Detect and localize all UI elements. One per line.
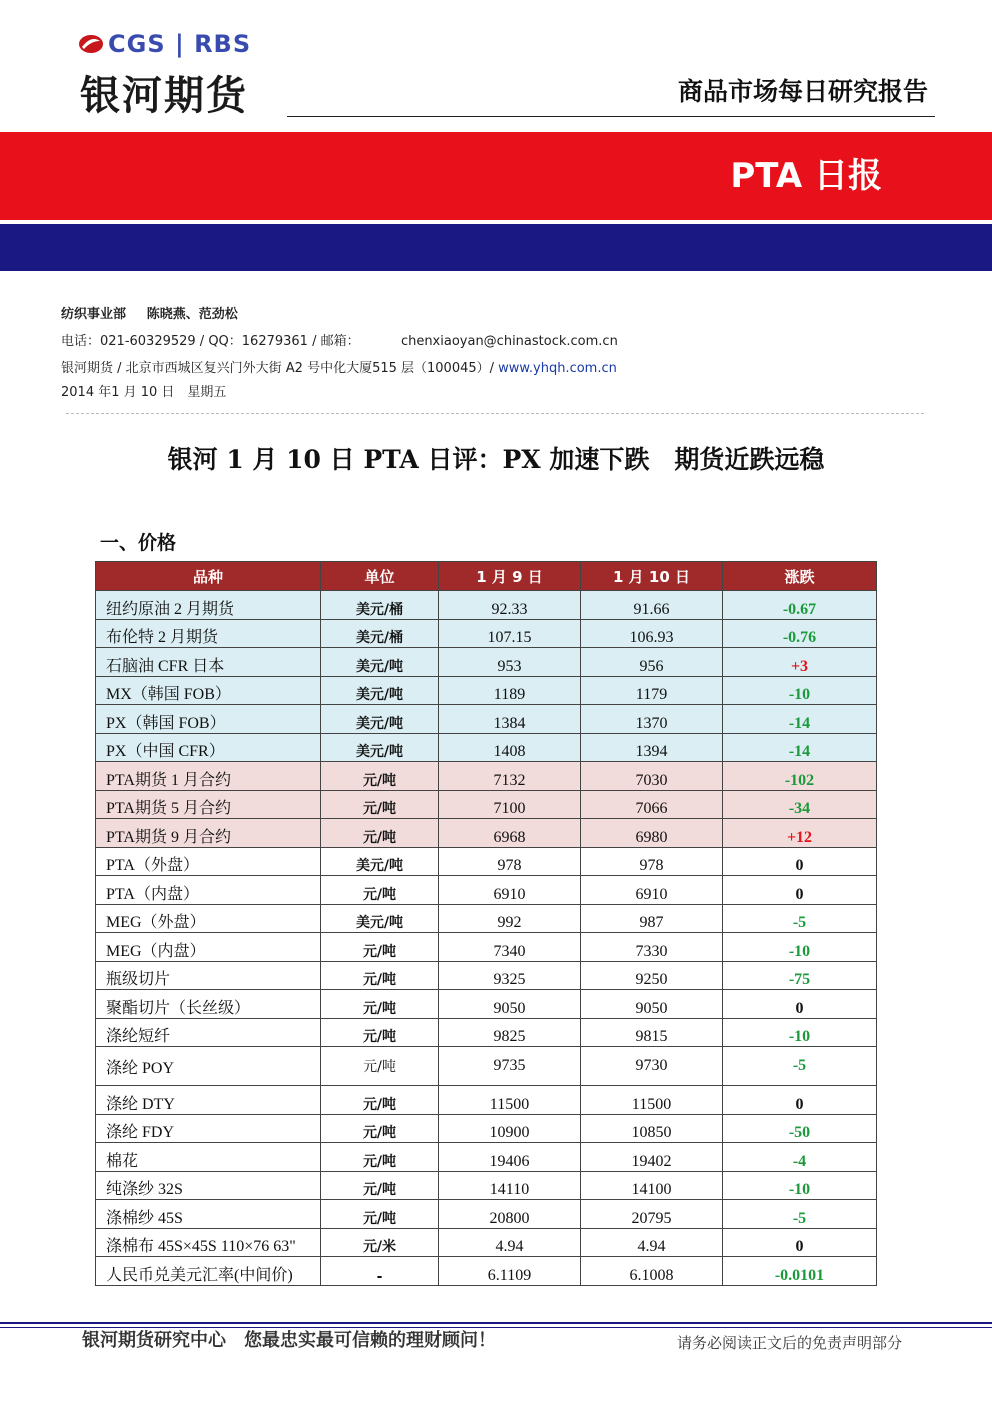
row-jan10-price: 7030 (581, 762, 723, 791)
row-jan9-price: 20800 (439, 1200, 581, 1229)
row-unit: 元/吨 (321, 1171, 439, 1200)
row-change: +3 (723, 648, 877, 677)
row-product: PX（中国 CFR） (96, 733, 321, 762)
row-change: 0 (723, 990, 877, 1019)
row-jan10-price: 1179 (581, 676, 723, 705)
table-row (96, 733, 877, 762)
row-product: PTA（外盘） (96, 847, 321, 876)
email-link[interactable]: chenxiaoyan@chinastock.com.cn (400, 334, 618, 349)
row-unit: 元/吨 (321, 1018, 439, 1047)
row-jan9-price: 10900 (439, 1114, 581, 1143)
row-product: 纽约原油 2 月期货 (96, 591, 321, 620)
table-row (96, 933, 877, 962)
row-change: -4 (723, 1143, 877, 1172)
row-change: -10 (723, 1018, 877, 1047)
row-jan10-price: 9815 (581, 1018, 723, 1047)
row-jan9-price: 992 (439, 904, 581, 933)
row-jan9-price: 9825 (439, 1018, 581, 1047)
header-change: 涨跌 (723, 562, 877, 591)
row-change: -10 (723, 1171, 877, 1200)
row-unit: 元/吨 (321, 933, 439, 962)
row-change: 0 (723, 1086, 877, 1115)
header-unit: 单位 (321, 562, 439, 591)
brand-logo (78, 30, 251, 58)
table-row (96, 619, 877, 648)
row-change: 0 (723, 847, 877, 876)
row-jan10-price: 91.66 (581, 591, 723, 620)
header-divider (287, 116, 935, 117)
header-jan9: 1 月 9 日 (439, 562, 581, 591)
table-row (96, 705, 877, 734)
row-unit: 美元/桶 (321, 591, 439, 620)
table-row (96, 591, 877, 620)
row-jan9-price: 953 (439, 648, 581, 677)
row-jan9-price: 6968 (439, 819, 581, 848)
row-jan10-price: 978 (581, 847, 723, 876)
row-unit: 元/吨 (321, 1086, 439, 1115)
row-jan9-price: 6.1109 (439, 1257, 581, 1286)
row-jan10-price: 9250 (581, 961, 723, 990)
row-jan9-price: 1189 (439, 676, 581, 705)
table-row (96, 1228, 877, 1257)
row-jan9-price: 9325 (439, 961, 581, 990)
logo-chinese-name: 银河期货 (80, 73, 248, 119)
row-unit: 元/吨 (321, 762, 439, 791)
row-jan9-price: 9735 (439, 1047, 581, 1086)
price-table (95, 561, 877, 1286)
table-row (96, 1018, 877, 1047)
author-line (61, 303, 238, 322)
row-product: 涤棉布 45S×45S 110×76 63" (96, 1228, 321, 1257)
row-change: -102 (723, 762, 877, 791)
row-jan9-price: 7132 (439, 762, 581, 791)
row-jan10-price: 19402 (581, 1143, 723, 1172)
report-date: 2014 年1 月 10 日 星期五 (61, 385, 227, 400)
row-change: 0 (723, 1228, 877, 1257)
row-change: -0.76 (723, 619, 877, 648)
row-change: -5 (723, 904, 877, 933)
row-product: PTA期货 5 月合约 (96, 790, 321, 819)
row-jan10-price: 9050 (581, 990, 723, 1019)
row-product: 石脑油 CFR 日本 (96, 648, 321, 677)
row-unit: 元/吨 (321, 1047, 439, 1086)
row-unit: 元/吨 (321, 1143, 439, 1172)
row-jan10-price: 987 (581, 904, 723, 933)
row-product: 涤棉纱 45S (96, 1200, 321, 1229)
row-jan9-price: 1384 (439, 705, 581, 734)
contact-info: 电话：021-60329529 / QQ：16279361 / 邮箱： (61, 334, 360, 349)
row-unit: 元/吨 (321, 790, 439, 819)
banner-title: PTA 日报 (730, 156, 882, 196)
row-jan10-price: 11500 (581, 1086, 723, 1115)
row-product: MEG（内盘） (96, 933, 321, 962)
row-jan10-price: 14100 (581, 1171, 723, 1200)
row-product: 棉花 (96, 1143, 321, 1172)
row-jan10-price: 9730 (581, 1047, 723, 1086)
header-jan10: 1 月 10 日 (581, 562, 723, 591)
footer-divider (0, 1322, 992, 1324)
row-product: PTA期货 1 月合约 (96, 762, 321, 791)
row-unit: 美元/吨 (321, 705, 439, 734)
footer-disclaimer: 请务必阅读正文后的免责声明部分 (676, 1334, 902, 1352)
row-jan9-price: 19406 (439, 1143, 581, 1172)
blue-banner (0, 224, 992, 271)
table-row (96, 1086, 877, 1115)
row-jan10-price: 1394 (581, 733, 723, 762)
row-product: 涤纶 POY (96, 1047, 321, 1086)
table-row (96, 1171, 877, 1200)
website-link[interactable]: www.yhqh.com.cn (498, 361, 617, 376)
row-product: 涤纶 FDY (96, 1114, 321, 1143)
table-row (96, 1200, 877, 1229)
table-row (96, 904, 877, 933)
table-row (96, 1257, 877, 1286)
row-unit: 元/吨 (321, 990, 439, 1019)
table-header-row (96, 562, 877, 591)
row-unit: 元/吨 (321, 819, 439, 848)
row-change: 0 (723, 876, 877, 905)
main-heading: 银河 1 月 10 日 PTA 日评：PX 加速下跌 期货近跌远稳 (167, 445, 825, 474)
table-row (96, 676, 877, 705)
row-product: PTA期货 9 月合约 (96, 819, 321, 848)
row-jan10-price: 6910 (581, 876, 723, 905)
section-heading: 一、价格 (100, 532, 177, 554)
row-jan9-price: 6910 (439, 876, 581, 905)
report-type-title: 商品市场每日研究报告 (677, 77, 928, 106)
row-product: 瓶级切片 (96, 961, 321, 990)
row-jan10-price: 7066 (581, 790, 723, 819)
row-jan9-price: 11500 (439, 1086, 581, 1115)
row-unit: 元/吨 (321, 1200, 439, 1229)
logo-brand-text: CGS | RBS (108, 30, 252, 58)
row-product: 涤纶短纤 (96, 1018, 321, 1047)
row-product: 聚酯切片（长丝级） (96, 990, 321, 1019)
row-jan9-price: 14110 (439, 1171, 581, 1200)
table-row (96, 876, 877, 905)
row-unit: 元/吨 (321, 961, 439, 990)
table-row (96, 762, 877, 791)
row-jan10-price: 956 (581, 648, 723, 677)
row-change: -10 (723, 933, 877, 962)
row-jan10-price: 10850 (581, 1114, 723, 1143)
table-row (96, 790, 877, 819)
table-row (96, 1143, 877, 1172)
row-product: PTA（内盘） (96, 876, 321, 905)
table-row (96, 1114, 877, 1143)
author-names: 陈晓燕、范劲松 (146, 307, 238, 322)
row-change: -14 (723, 733, 877, 762)
row-jan9-price: 107.15 (439, 619, 581, 648)
row-jan9-price: 7340 (439, 933, 581, 962)
cgs-logo-icon (78, 33, 104, 55)
row-unit: 美元/吨 (321, 847, 439, 876)
row-unit: 美元/吨 (321, 676, 439, 705)
row-change: -0.67 (723, 591, 877, 620)
row-jan9-price: 978 (439, 847, 581, 876)
contact-line (61, 330, 618, 349)
row-change: -34 (723, 790, 877, 819)
footer-slogan: 银河期货研究中心 您最忠实最可信赖的理财顾问！ (82, 1330, 496, 1351)
table-row (96, 847, 877, 876)
row-unit: 元/米 (321, 1228, 439, 1257)
row-product: 纯涤纱 32S (96, 1171, 321, 1200)
department: 纺织事业部 (61, 307, 127, 322)
row-jan9-price: 92.33 (439, 591, 581, 620)
row-product: MX（韩国 FOB） (96, 676, 321, 705)
table-row (96, 990, 877, 1019)
row-jan10-price: 7330 (581, 933, 723, 962)
row-jan9-price: 1408 (439, 733, 581, 762)
row-product: 布伦特 2 月期货 (96, 619, 321, 648)
row-change: -5 (723, 1200, 877, 1229)
row-jan10-price: 20795 (581, 1200, 723, 1229)
table-row (96, 648, 877, 677)
row-unit: 美元/吨 (321, 904, 439, 933)
row-jan10-price: 4.94 (581, 1228, 723, 1257)
row-change: -5 (723, 1047, 877, 1086)
row-jan9-price: 4.94 (439, 1228, 581, 1257)
row-change: -0.0101 (723, 1257, 877, 1286)
row-jan9-price: 9050 (439, 990, 581, 1019)
row-jan9-price: 7100 (439, 790, 581, 819)
row-product: MEG（外盘） (96, 904, 321, 933)
row-product: PX（韩国 FOB） (96, 705, 321, 734)
row-unit: 美元/吨 (321, 648, 439, 677)
row-unit: 元/吨 (321, 1114, 439, 1143)
row-jan10-price: 6.1008 (581, 1257, 723, 1286)
row-unit: - (321, 1257, 439, 1286)
row-unit: 美元/桶 (321, 619, 439, 648)
row-jan10-price: 1370 (581, 705, 723, 734)
row-jan10-price: 106.93 (581, 619, 723, 648)
row-change: -14 (723, 705, 877, 734)
row-change: +12 (723, 819, 877, 848)
header-product: 品种 (96, 562, 321, 591)
row-jan10-price: 6980 (581, 819, 723, 848)
row-change: -10 (723, 676, 877, 705)
table-row (96, 1047, 877, 1086)
row-change: -75 (723, 961, 877, 990)
row-unit: 元/吨 (321, 876, 439, 905)
table-row (96, 819, 877, 848)
table-row (96, 961, 877, 990)
row-product: 涤纶 DTY (96, 1086, 321, 1115)
row-change: -50 (723, 1114, 877, 1143)
row-product: 人民币兑美元汇率(中间价) (96, 1257, 321, 1286)
dashed-divider (66, 413, 924, 414)
address: 银河期货 / 北京市西城区复兴门外大街 A2 号中化大厦515 层（100045）/ (61, 361, 495, 376)
row-unit: 美元/吨 (321, 733, 439, 762)
address-line (61, 357, 617, 376)
